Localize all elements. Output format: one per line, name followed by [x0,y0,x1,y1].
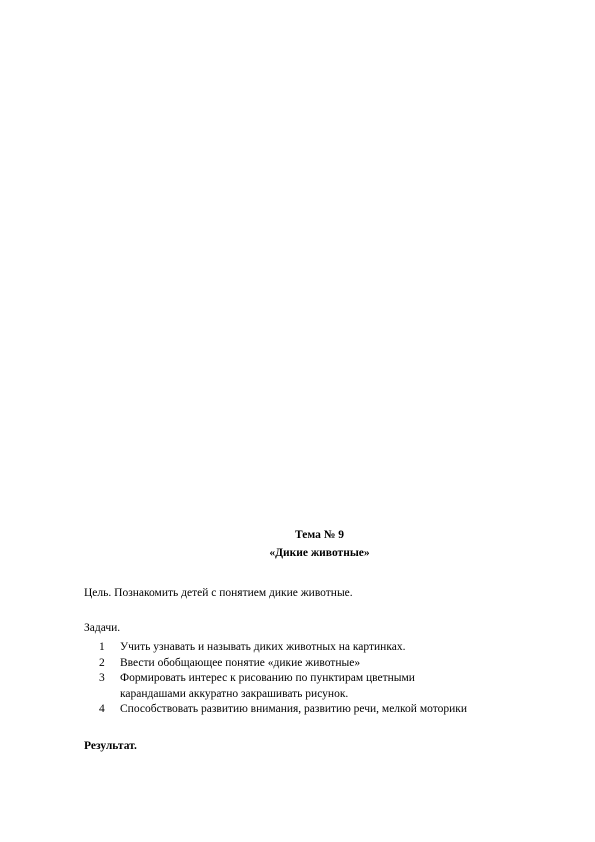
task-list [99,640,569,718]
list-item-text [120,671,569,702]
goal-paragraph [84,587,353,599]
list-item-number: 4 [99,703,105,715]
topic-subtitle: «Дикие животные» [269,547,370,559]
list-item-text [120,640,569,656]
list-item-line: Учить узнавать и называть диких животных на картинках. [120,641,406,653]
list-item-line: Способствовать развитию внимания, развитию речи, мелкой моторики [120,703,467,715]
tasks-heading: Задачи. [84,622,121,634]
list-item-number: 1 [99,641,105,653]
list-item [99,640,569,656]
list-item-text [120,656,569,672]
list-item [99,656,569,672]
list-item-number: 2 [99,656,105,669]
topic-title: Тема № 9 [295,529,344,541]
goal-text: Познакомить детей с понятием дикие животные. [111,587,353,599]
list-item [99,671,569,702]
result-heading: Результат. [84,740,137,752]
list-item-text [120,702,569,718]
list-item-line: Ввести обобщающее понятие «дикие животные» [120,656,361,669]
list-item [99,702,569,718]
list-item-line: карандашами аккуратно закрашивать рисунок. [120,687,349,700]
list-item-line: Формировать интерес к рисованию по пунктирам цветными [120,672,415,684]
goal-label: Цель. [84,587,112,599]
list-item-number: 3 [99,672,105,684]
